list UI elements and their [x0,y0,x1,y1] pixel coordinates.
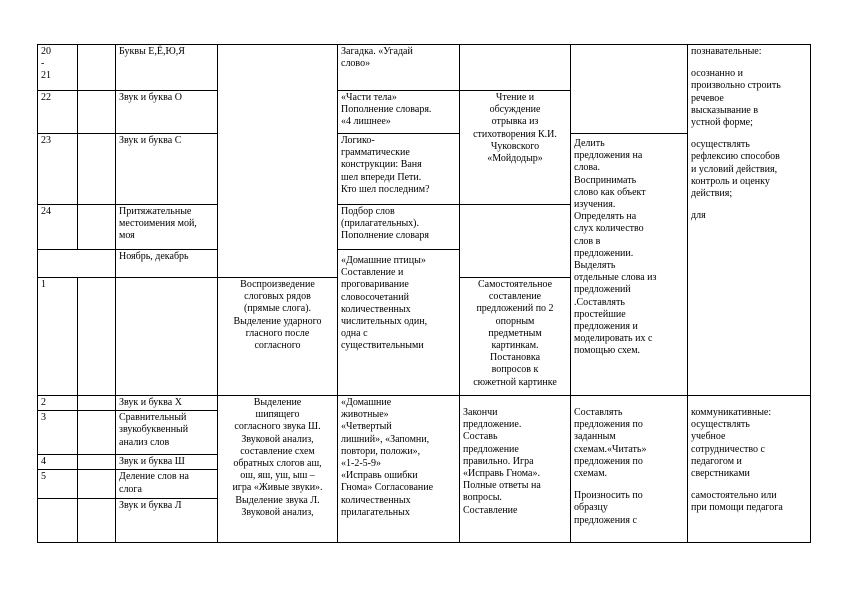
period-cell: Ноябрь, декабрь [116,250,218,278]
empty-cell [78,455,116,470]
topic-cell: Звук и буква О [116,91,218,134]
competencies-cell: коммуникативные: осуществлять учебное сотрудничество с педагогом и сверстниками самостоятельно или при помощи педагога [688,396,811,543]
activity-cell: Подбор слов (прилагательных). Пополнение словаря [338,205,460,250]
empty-cell [78,205,116,250]
empty-cell [460,45,571,91]
table-row [38,396,811,411]
row-number-cell: 23 [38,134,78,205]
activity-cell: Загадка. «Угадай слово» [338,45,460,91]
competencies-cell: познавательные: осознанно и произвольно строить речевое высказывание в устной форме; осуществлять рефлексию способов и условий действия, контроль и оценку действия; для [688,45,811,396]
activity-cell: Самостоятельное составление предложений по 2 опорным предметным картинкам. Постановка вопросов к сюжетной картинке [460,278,571,396]
empty-cell [78,396,116,411]
topic-cell: Деление слов на слога [116,470,218,499]
activity-cell: «Домашние птицы» Составление и проговаривание словосочетаний количественных числительных один, одна с существительными [338,250,460,396]
topic-cell: Звук и буква Ш [116,455,218,470]
topic-cell: Звук и буква Х [116,396,218,411]
empty-cell [116,278,218,396]
row-number-cell: 20 - 21 [38,45,78,91]
empty-cell [78,134,116,205]
row-number-cell: 4 [38,455,78,470]
empty-cell [78,45,116,91]
lesson-plan-table [37,44,811,543]
empty-cell [78,470,116,499]
topic-cell: Звук и буква С [116,134,218,205]
activity-cell: «Части тела» Пополнение словаря. «4 лишнее» [338,91,460,134]
topic-cell: Звук и буква Л [116,499,218,543]
row-number-cell: 5 [38,470,78,499]
activity-cell: Воспроизведение слоговых рядов (прямые слога). Выделение ударного гласного после согласного [218,278,338,396]
activity-cell: «Домашние животные» «Четвертый лишний», «Запомни, повтори, положи», «1-2-5-9» «Исправь ошибки Гнома» Согласование количественных прилагательных [338,396,460,543]
empty-cell [218,45,338,278]
activity-cell: Логико- грамматические конструкции: Ваня шел впереди Пети. Кто шел последним? [338,134,460,205]
empty-cell [78,499,116,543]
empty-cell [78,91,116,134]
row-number-cell: 1 [38,278,78,396]
empty-cell [460,205,571,278]
empty-cell [571,45,688,134]
empty-cell [38,499,78,543]
topic-cell: Буквы Е,Ё,Ю,Я [116,45,218,91]
skills-cell: Составлять предложения по заданным схемам.«Читать» предложения по схемам. Произносить по образцу предложения с [571,396,688,543]
activity-cell: Выделение шипящего согласного звука Ш. Звуковой анализ, составление схем обратных слогов аш, ош, яш, уш, ыш – игра «Живые звуки». Выделение звука Л. Звуковой анализ, [218,396,338,543]
skills-cell: Делить предложения на слова. Воспринимать слово как объект изучения. Определять на слух количество слов в предложении. Выделять отдельные слова из предложений .Составлять простейшие предложения и моделировать их с помощью схем. [571,134,688,396]
topic-cell: Сравнительный звукобуквенный анализ слов [116,411,218,455]
empty-cell [78,411,116,455]
row-number-cell: 2 [38,396,78,411]
empty-cell [38,250,116,278]
activity-cell: Закончи предложение. Составь предложение правильно. Игра «Исправь Гнома». Полные ответы на вопросы. Составление [460,396,571,543]
row-number-cell: 24 [38,205,78,250]
topic-cell: Притяжательные местоимения мой, моя [116,205,218,250]
table-row [38,45,811,91]
row-number-cell: 22 [38,91,78,134]
row-number-cell: 3 [38,411,78,455]
reading-cell: Чтение и обсуждение отрывка из стихотворения К.И. Чуковского «Мойдодыр» [460,91,571,205]
empty-cell [78,278,116,396]
